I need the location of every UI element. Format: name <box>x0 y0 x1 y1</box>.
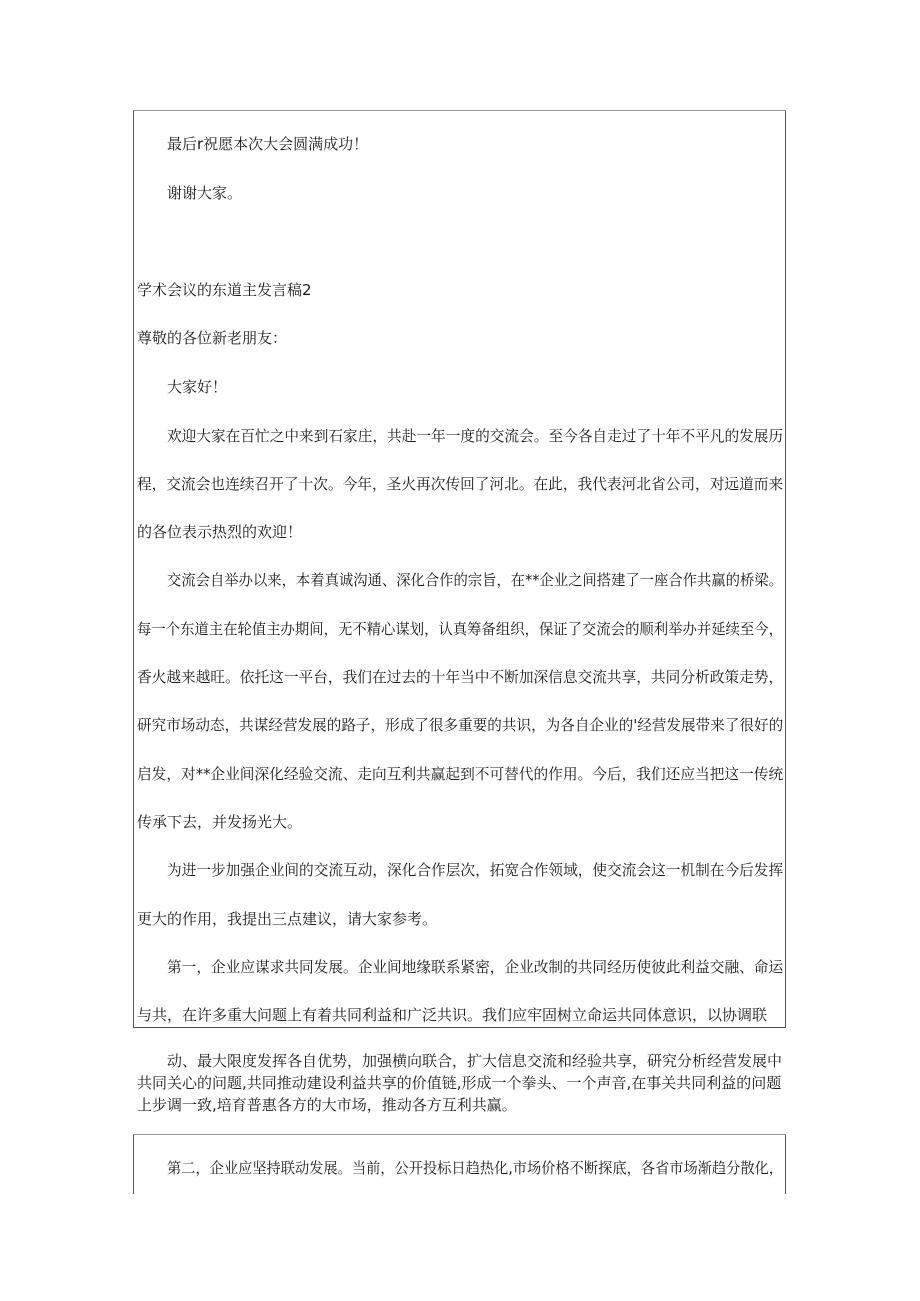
paragraph-2-line: 香火越来越旺。依托这一平台，我们在过去的十年当中不断加深信息交流共享，共同分析政策走势， <box>137 668 784 686</box>
paragraph-4-line: 与共，在许多重大问题上有着共同利益和广泛共识。我们应牢固树立命运共同体意识，以协调联 <box>137 1006 768 1024</box>
closing-wish: 最后r祝愿本次大会圆满成功！ <box>167 135 369 153</box>
paragraph-2-line: 研究市场动态，共谋经营发展的路子，形成了很多重要的共识，为各自企业的'经营发展带来了很好的 <box>137 716 784 734</box>
paragraph-2-line: 启发，对**企业间深化经验交流、走向互利共赢起到不可替代的作用。今后，我们还应当把这一传统 <box>137 765 784 783</box>
paragraph-2-line: 交流会自举办以来，本着真诚沟通、深化合作的宗旨，在**企业之间搭建了一座合作共赢的桥梁。 <box>167 571 783 589</box>
paragraph-1-line: 欢迎大家在百忙之中来到石家庄，共赴一年一度的交流会。至今各自走过了十年不平凡的发展历 <box>167 427 784 445</box>
salutation: 尊敬的各位新老朋友： <box>137 329 288 347</box>
document-page-frame <box>133 110 786 1028</box>
paragraph-4-line: 第一，企业应谋求共同发展。企业间地缘联系紧密，企业改制的共同经历使彼此利益交融、命运 <box>167 958 784 976</box>
section-title: 学术会议的东道主发言稿2 <box>137 281 312 299</box>
paragraph-1-line: 程，交流会也连续召开了十次。今年，圣火再次传回了河北。在此，我代表河北省公司，对远道而来 <box>137 475 784 493</box>
paragraph-2-line: 传承下去，并发扬光大。 <box>137 813 303 831</box>
paragraph-5-line: 第二，企业应坚持联动发展。当前，公开投标日趋热化,市场价格不断探底，各省市场渐趋分散化， <box>167 1159 783 1177</box>
paragraph-4-continuation: 动、最大限度发挥各自优势，加强横向联合，扩大信息交流和经验共享，研究分析经营发展中共同关心的问题,共同推动建设利益共享的价值链,形成一个拳头、一个声音,在事关共同利益的问题上步调一致,培育普惠各方的大市场，推动各方互利共赢。 <box>137 1052 783 1114</box>
paragraph-1-line: 的各位表示热烈的欢迎！ <box>137 523 303 541</box>
greeting: 大家好！ <box>167 378 228 396</box>
paragraph-3-line: 更大的作用，我提出三点建议，请大家参考。 <box>137 910 438 928</box>
thanks-line: 谢谢大家。 <box>167 184 243 202</box>
paragraph-3-line: 为进一步加强企业间的交流互动，深化合作层次，拓宽合作领域，使交流会这一机制在今后发挥 <box>167 861 784 879</box>
paragraph-2-line: 每一个东道主在轮值主办期间，无不精心谋划，认真筹备组织，保证了交流会的顺利举办并延续至今， <box>137 620 783 638</box>
